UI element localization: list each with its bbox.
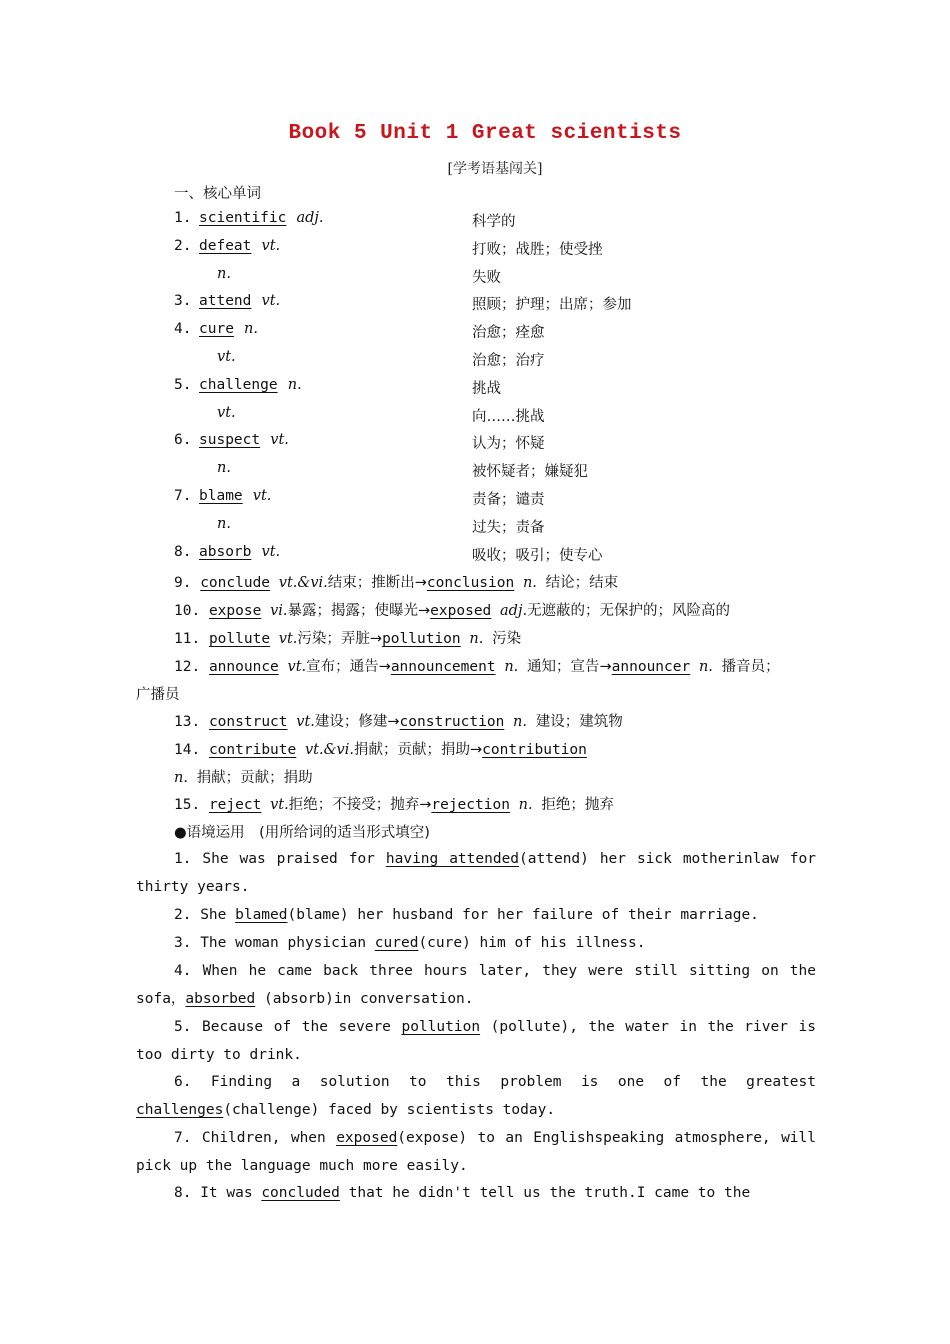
- vocab-part-of-speech: vt.: [252, 488, 272, 504]
- vocab-meaning: 打败；战胜；使受挫: [472, 242, 603, 258]
- vocab-meaning: 吸收；吸引；使专心: [472, 548, 603, 564]
- vocab-number: 3.: [174, 293, 192, 309]
- section-heading-context-use: ●语境运用 (用所给词的适当形式填空): [174, 825, 430, 841]
- vocab-meaning: 科学的: [472, 214, 516, 230]
- vocab-meaning: 治愈；痊愈: [472, 325, 545, 341]
- section-heading-core-words: 一、核心单词: [174, 186, 261, 202]
- vocab-word: suspect: [199, 432, 261, 448]
- exercise-sentence-3: 3. The woman physician cured(cure) him of his illness.: [174, 935, 646, 951]
- vocab-item-9: 9. conclude vt.&vi.结束；推断出→conclusion n. 结论；结束: [174, 575, 619, 591]
- vocab-number: 7.: [174, 488, 192, 504]
- vocab-part-of-speech: n.: [217, 266, 231, 282]
- vocab-meaning: 认为；怀疑: [472, 436, 545, 452]
- vocab-item-12: 12. announce vt.宣布；通告→announcement n. 通知；宣告→announcer n. 播音员；: [174, 659, 780, 675]
- exercise-sentence-8: 8. It was concluded that he didn't tell us the truth.I came to the: [174, 1185, 751, 1201]
- vocab-part-of-speech: vt.: [261, 293, 281, 309]
- vocab-meaning: 过失；责备: [472, 520, 545, 536]
- vocab-word: attend: [199, 293, 252, 309]
- answer-7: exposed: [336, 1130, 398, 1146]
- vocab-number: 8.: [174, 544, 192, 560]
- vocab-part-of-speech: n.: [217, 460, 231, 476]
- vocab-word: defeat: [199, 238, 252, 254]
- answer-1: having attended: [385, 851, 520, 867]
- vocab-meaning: 治愈；治疗: [472, 353, 545, 369]
- vocab-part-of-speech: vt.: [270, 432, 289, 448]
- vocab-number: 6.: [174, 432, 192, 448]
- vocab-part-of-speech: vt.: [217, 349, 236, 365]
- answer-5: pollution: [401, 1019, 481, 1035]
- vocab-number: 2.: [174, 238, 192, 254]
- answer-4: absorbed: [185, 991, 256, 1007]
- vocab-item-11: 11. pollute vt.污染；弄脏→pollution n. 污染: [174, 631, 522, 647]
- vocab-meaning: 责备；谴责: [472, 492, 545, 508]
- page-subtitle: [学考语基闯关]: [447, 161, 543, 177]
- vocab-item-13: 13. construct vt.建设；修建→construction n. 建设；建筑物: [174, 714, 623, 730]
- answer-2: blamed: [235, 907, 288, 923]
- vocab-meaning: 失败: [472, 270, 501, 286]
- vocab-meaning: 向……挑战: [472, 409, 545, 425]
- answer-3: cured: [374, 935, 419, 951]
- answer-6: challenges: [136, 1102, 224, 1118]
- vocab-item-14-continued: n. 捐献；贡献；捐助: [174, 770, 313, 786]
- vocab-part-of-speech: vt.: [261, 238, 281, 254]
- exercise-sentence-5: 5. Because of the severe pollution (pollute), the water in the river is too dirty to drink.: [136, 1019, 816, 1063]
- exercise-sentence-2: 2. She blamed(blame) her husband for her failure of their marriage.: [174, 907, 759, 923]
- page-title: Book 5 Unit 1 Great scientists: [288, 122, 682, 145]
- vocab-part-of-speech: n.: [217, 516, 231, 532]
- vocab-item-14: 14. contribute vt.&vi.捐献；贡献；捐助→contribution: [174, 742, 587, 758]
- vocab-part-of-speech: adj.: [296, 210, 324, 226]
- vocab-item-12-continued: 广播员: [136, 687, 180, 703]
- vocab-meaning: 挑战: [472, 381, 501, 397]
- vocab-word: scientific: [199, 210, 287, 226]
- vocab-meaning: 被怀疑者；嫌疑犯: [472, 464, 588, 480]
- vocab-number: 5.: [174, 377, 192, 393]
- vocab-part-of-speech: n.: [244, 321, 258, 337]
- vocab-meaning: 照顾；护理；出席；参加: [472, 297, 632, 313]
- vocab-number: 4.: [174, 321, 192, 337]
- answer-8: concluded: [261, 1185, 340, 1201]
- vocab-part-of-speech: vt.: [261, 544, 281, 560]
- exercise-sentence-7: 7. Children, when exposed(expose) to an Englishspeaking atmosphere, will pick up the language much more easily.: [136, 1130, 816, 1174]
- vocab-item-10: 10. expose vi.暴露；揭露；使曝光→exposed adj.无遮蔽的；无保护的；风险高的: [174, 603, 731, 619]
- exercise-sentence-4: 4. When he came back three hours later, they were still sitting on the sofa，absorbed (absorb)in conversation.: [136, 963, 816, 1007]
- vocab-part-of-speech: vt.: [217, 405, 236, 421]
- vocab-number: 1.: [174, 210, 192, 226]
- vocab-word: blame: [199, 488, 243, 504]
- vocab-word: absorb: [199, 544, 252, 560]
- vocab-word: cure: [199, 321, 234, 337]
- vocab-item-15: 15. reject vt.拒绝；不接受；抛弃→rejection n. 拒绝；抛弃: [174, 797, 614, 813]
- vocab-part-of-speech: n.: [287, 377, 302, 393]
- exercise-sentence-1: 1. She was praised for having attended(attend) her sick motherinlaw for thirty years.: [136, 851, 816, 895]
- exercise-sentence-6: 6. Finding a solution to this problem is one of the greatest challenges(challenge) faced by scientists today.: [136, 1074, 816, 1118]
- vocab-word: challenge: [199, 377, 278, 393]
